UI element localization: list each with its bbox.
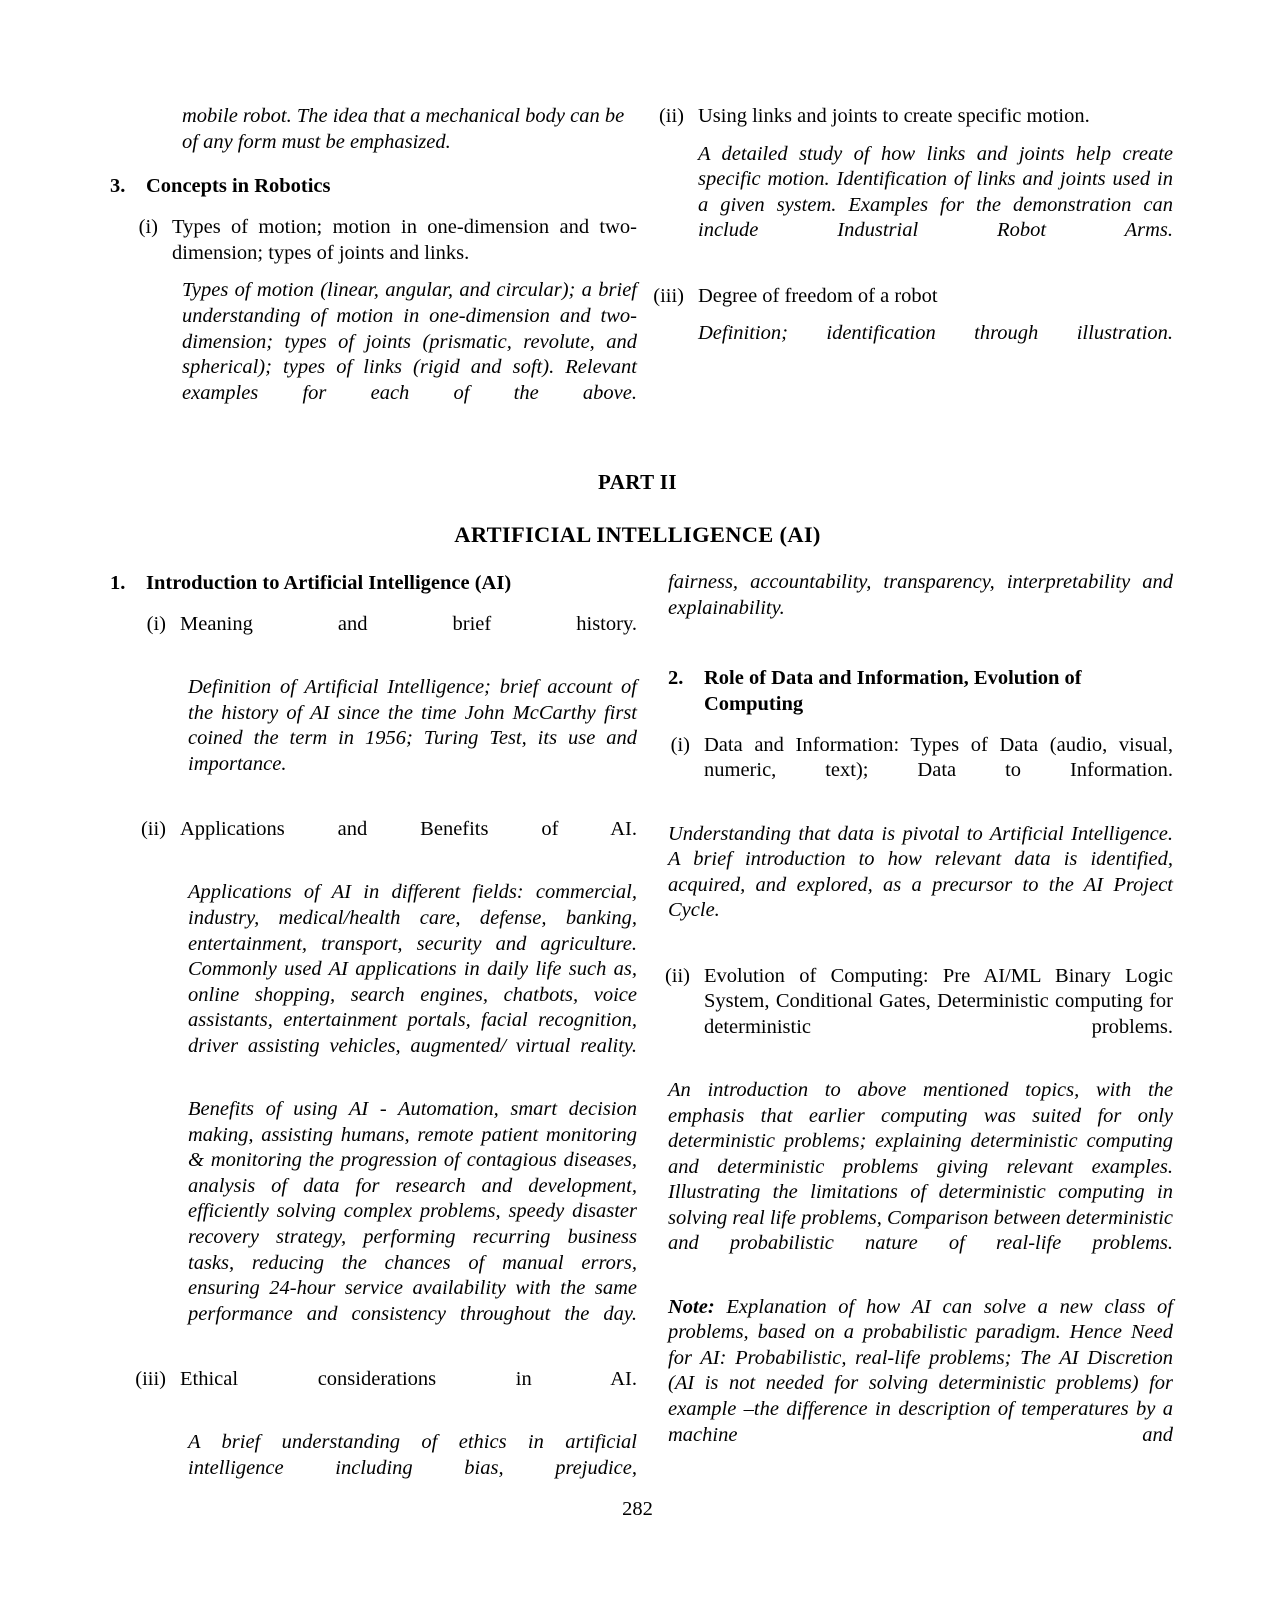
list-item	[646, 284, 1173, 373]
top-right-column	[646, 104, 1173, 432]
item-description-benefits: Benefits of using AI - Automation, smart decision making, assisting humans, remote patient monitoring & monitoring the progression of contagious diseases, analysis of data for research and development, efficiently solving complex problems, speedy disaster recovery strategy, performing recurring business tasks, reducing the chances of manual errors, ensuring 24-hour service availability with the same performance and consistency throughout the day.	[188, 1098, 637, 1325]
continuation-paragraph-fairness: fairness, accountability, transparency, interpretability and explainability.	[668, 571, 1173, 619]
list-item	[110, 612, 637, 803]
spacer	[110, 600, 637, 612]
roman-item-text: Data and Information: Types of Data (audio, visual, numeric, text); Data to Information.	[704, 733, 1173, 782]
section-number: 1.	[110, 572, 126, 594]
spacer	[646, 721, 1173, 733]
top-left-column	[110, 104, 637, 432]
section-heading-role-of-data	[668, 665, 1173, 717]
section-heading-introduction-to-ai	[110, 570, 637, 596]
spacer	[110, 155, 637, 173]
item-description: Understanding that data is pivotal to Artificial Intelligence. A brief introduction to how relevant data is identified, acquired, and explored, as a precursor to the AI Project Cycle.	[668, 822, 1173, 922]
roman-item-i	[110, 612, 637, 663]
roman-item-i	[110, 215, 637, 266]
part-two-two-column-block	[0, 570, 1275, 1507]
roman-marker: (iii)	[653, 284, 684, 307]
item-note	[668, 1295, 1173, 1474]
section-heading-concepts-in-robotics	[110, 173, 637, 199]
item-description: Definition of Artificial Intelligence; brief account of the history of AI since the time John McCarthy first coined the term in 1956; Turing Test, its use and importance.	[188, 676, 637, 775]
part-label: PART II	[598, 470, 677, 494]
item-description: Types of motion (linear, angular, and circular); a brief understanding of motion in one-dimension and two-dimension; types of joints (prismatic, revolute, and spherical); types of links (rigid and soft). Relevant examples for each of the above.	[182, 279, 637, 404]
roman-item-iii	[110, 1367, 637, 1418]
roman-marker: (i)	[670, 733, 690, 756]
roman-item-text: Ethical considerations in AI.	[180, 1368, 637, 1391]
part-two-right-column	[646, 570, 1173, 1507]
roman-marker: (ii)	[140, 818, 166, 841]
note-text: Explanation of how AI can solve a new class of problems, based on a probabilistic paradigm. Hence Need for AI: Probabilistic, real-life problems; The AI Discretion (AI is not needed for solving deterministic problems) for example –the difference in description of temperatures by a machine and	[668, 1295, 1173, 1446]
part-two-left-column	[110, 570, 637, 1507]
list-item	[646, 964, 1173, 1474]
roman-item-text: Types of motion; motion in one-dimension and two-dimension; types of joints and links.	[172, 216, 637, 264]
list-item	[110, 817, 637, 1353]
section-title: Role of Data and Information, Evolution of Computing	[704, 666, 1082, 715]
list-item	[110, 215, 637, 432]
list-item	[646, 104, 1173, 270]
page-number: 282	[622, 1498, 653, 1520]
item-description: A brief understanding of ethics in artificial intelligence including bias, prejudice,	[188, 1431, 637, 1479]
roman-item-text: Applications and Benefits of AI.	[180, 818, 637, 841]
item-description: A detailed study of how links and joints help create specific motion. Identification of links and joints used in a given system. Examples for the demonstration can include Industrial Robot Arms.	[698, 142, 1173, 242]
spacer	[110, 203, 637, 215]
roman-item-ii	[110, 817, 637, 868]
roman-marker: (iii)	[135, 1368, 166, 1391]
continuation-paragraph-mobile-robot: mobile robot. The idea that a mechanical body can be of any form must be emphasized.	[182, 105, 625, 153]
roman-item-i	[646, 733, 1173, 810]
section-number: 2.	[668, 666, 684, 689]
item-description: An introduction to above mentioned topics, with the emphasis that earlier computing was suited for only deterministic problems; explaining deterministic computing and deterministic problems giving relevant examples. Illustrating the limitations of deterministic computing in solving real life problems, Comparison between deterministic and probabilistic nature of real-life problems.	[668, 1078, 1173, 1255]
roman-item-ii	[646, 104, 1173, 130]
list-item	[110, 1367, 637, 1507]
part-title: ARTIFICIAL INTELLIGENCE (AI)	[454, 522, 821, 547]
roman-marker: (ii)	[658, 105, 684, 127]
roman-item-text: Using links and joints to create specific motion.	[698, 105, 1090, 127]
roman-item-text: Meaning and brief history.	[180, 613, 637, 635]
top-two-column-block	[0, 104, 1275, 432]
roman-item-text: Evolution of Computing: Pre AI/ML Binary Logic System, Conditional Gates, Deterministic computing for deterministic problems.	[704, 964, 1173, 1038]
roman-item-iii	[646, 284, 1173, 310]
roman-item-ii	[646, 964, 1173, 1066]
spacer	[646, 647, 1173, 665]
item-description: Definition; identification through illustration.	[698, 322, 1173, 345]
roman-marker: (ii)	[664, 964, 690, 987]
section-title: Introduction to Artificial Intelligence (AI)	[146, 572, 512, 594]
list-item	[646, 733, 1173, 950]
section-number: 3.	[110, 175, 126, 198]
section-title: Concepts in Robotics	[146, 175, 331, 198]
roman-item-text: Degree of freedom of a robot	[698, 284, 938, 307]
roman-marker: (i)	[138, 216, 158, 239]
note-label: Note:	[668, 1295, 715, 1318]
item-description: Applications of AI in different fields: commercial, industry, medical/health care, defense, banking, entertainment, transport, security and agriculture. Commonly used AI applications in daily life such as, online shopping, search engines, chatbots, voice assistants, entertainment portals, facial recognition, driver assisting vehicles, augmented/ virtual reality.	[188, 881, 637, 1057]
roman-marker: (i)	[146, 613, 166, 635]
